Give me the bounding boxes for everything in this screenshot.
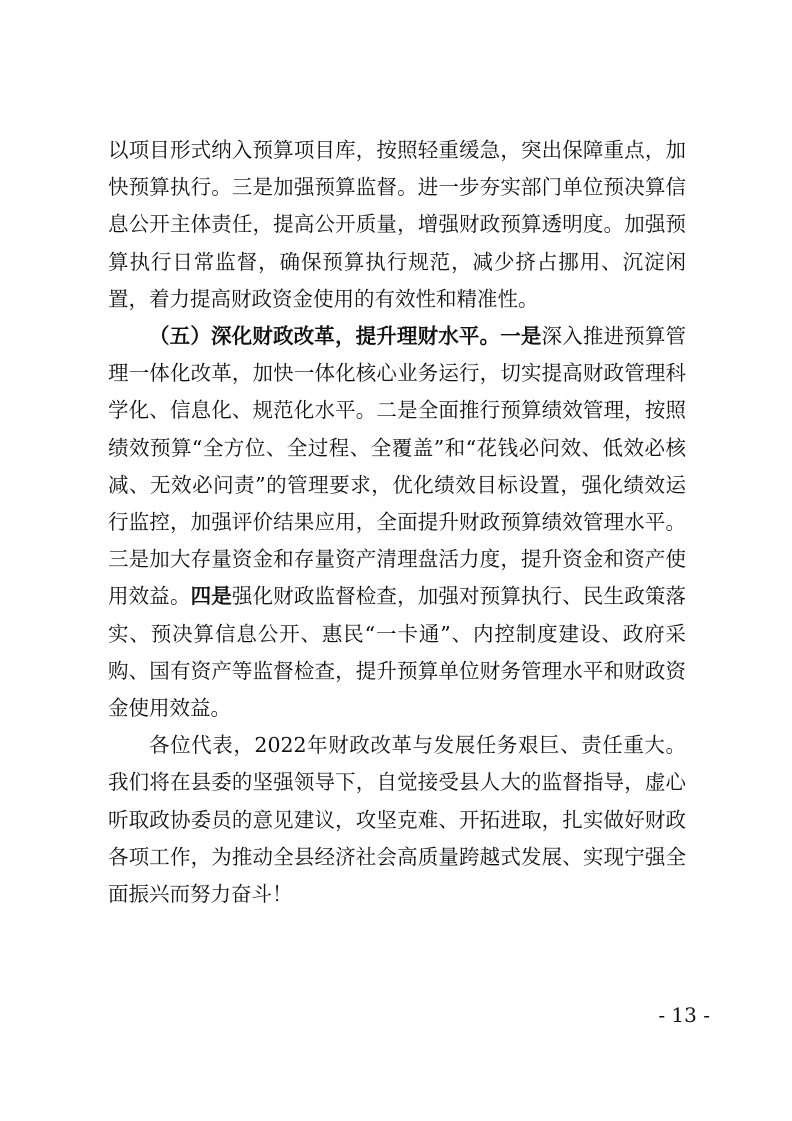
paragraph-fiscal-reform-body: 深入推进预算管理一体化改革，加快一体化核心业务运行，切实提高财政管理科学化、信息化、规范化水平。二是全面推行预算绩效管理，按照绩效预算“全方位、全过程、全覆盖”和“花钱必问效、低效必核减、无效必问责”的管理要求，优化绩效目标设置，强化绩效运行监控，加强评价结果应用，全面提升财政预算绩效管理水平。三是加大存量资金和存量资产清理盘活力度，提升资金和资产使用效益。	[108, 324, 687, 609]
paragraph-closing-address: 各位代表，2022年财政改革与发展任务艰巨、责任重大。我们将在县委的坚强领导下，自觉接受县人大的监督指导，虚心听取政协委员的意见建议，攻坚克难、开拓进取，扎实做好财政各项工作，为推动全县经济社会高质量跨越式发展、实现宁强全面振兴而努力奋斗！	[108, 733, 686, 907]
lead-fourth-point: 四是	[190, 584, 232, 609]
paragraph-budget-supervision: 以项目形式纳入预算项目库，按照轻重缓急，突出保障重点，加快预算执行。三是加强预算监督。进一步夯实部门单位预决算信息公开主体责任，提高公开质量，增强财政预算透明度。加强预算执行日常监督，确保预算执行规范，减少挤占挪用、沉淀闲置，着力提高财政资金使用的有效性和精准性。	[108, 138, 686, 311]
paragraph-fiscal-reform	[108, 318, 686, 727]
page-number: - 13 -	[658, 1003, 710, 1027]
document-body	[108, 132, 686, 913]
paragraph-fiscal-reform-supervision: 强化财政监督检查，加强对预算执行、民生政策落实、预决算信息公开、惠民“一卡通”、内控制度建设、政府采购、国有资产等监督检查，提升预算单位财务管理水平和财政资金使用效益。	[108, 584, 687, 721]
section-heading-deepen-reform: （五）深化财政改革，提升理财水平。	[149, 324, 501, 349]
lead-first-point: 一是	[500, 324, 542, 349]
